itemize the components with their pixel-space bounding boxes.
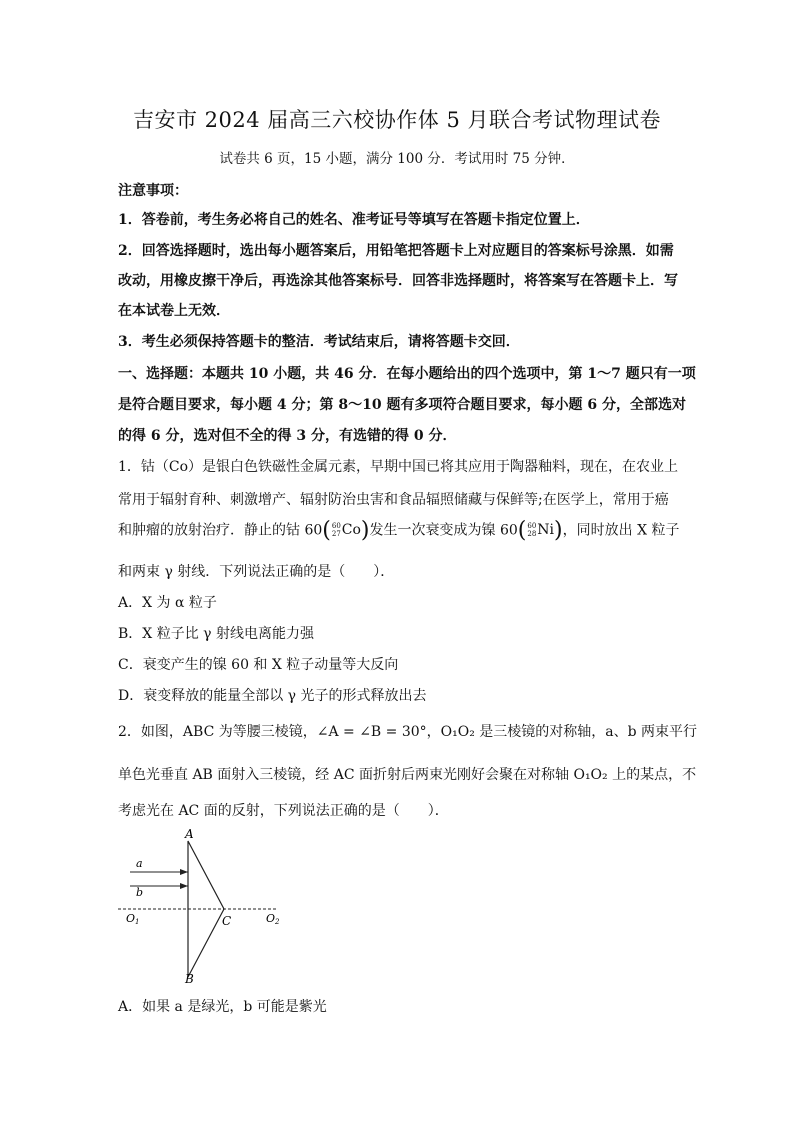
section-1-intro: 一、选择题：本题共 10 小题，共 46 分．在每小题给出的四个选项中，第 1～7 题只有一项 [118, 366, 696, 382]
notice-item-1: 1．答卷前，考生务必将自己的姓名、准考证号等填写在答题卡指定位置上． [118, 212, 590, 228]
ni-mass-number: 60 [527, 522, 537, 530]
q1-stem-line-3 [118, 518, 688, 543]
label-a: a [136, 857, 143, 870]
q1-option-d: D．衰变释放的能量全部以 γ 光子的形式释放出去 [118, 688, 427, 704]
q2-stem-line-3: 考虑光在 AC 面的反射，下列说法正确的是（ ）． [118, 803, 449, 819]
q1-option-c: C．衰变产生的镍 60 和 X 粒子动量等大反向 [118, 657, 399, 673]
q1-option-a: A．X 为 α 粒子 [118, 595, 217, 611]
prism-diagram [118, 826, 288, 986]
section-1-intro-3: 的得 6 分，选对但不全的得 3 分，有选错的得 0 分． [118, 428, 457, 444]
q2-option-a: A．如果 a 是绿光，b 可能是紫光 [118, 999, 327, 1015]
exam-subtitle: 试卷共 6 页，15 小题，满分 100 分．考试用时 75 分钟． [219, 151, 575, 167]
label-O1: O1 [126, 912, 140, 926]
label-O2: O2 [266, 912, 280, 926]
label-C: C [222, 914, 232, 928]
q1-stem-text-a: 和肿瘤的放射治疗．静止的钴 60 [118, 522, 323, 539]
label-A: A [185, 827, 194, 841]
notice-item-2-end: 在本试卷上无效． [118, 303, 230, 319]
q1-stem-text-c: ，同时放出 X 粒子 [562, 522, 680, 539]
q1-option-b: B．X 粒子比 γ 射线电离能力强 [118, 626, 314, 642]
co-atomic-number: 27 [331, 530, 341, 538]
ni-atomic-number: 28 [527, 530, 537, 538]
ray-b-arrow [180, 883, 188, 889]
nickel-nuclide: ( 60 28 Ni) [517, 518, 563, 543]
ray-a-arrow [180, 869, 188, 875]
q1-stem-line-4: 和两束 γ 射线．下列说法正确的是（ ）． [118, 564, 395, 580]
label-b: b [136, 886, 144, 899]
notice-item-2: 2．回答选择题时，选出每小题答案后，用铅笔把答题卡上对应题目的答案标号涂黑．如需 [118, 243, 674, 259]
q2-stem-line-2: 单色光垂直 AB 面射入三棱镜，经 AC 面折射后两束光刚好会聚在对称轴 O₁O₂ 上的某点，不 [118, 767, 697, 783]
q1-stem-line-1: 1．钴（Co）是银白色铁磁性金属元素，早期中国已将其应用于陶器釉料，现在，在农业上 [118, 459, 679, 475]
notice-item-3: 3．考生必须保持答题卡的整洁．考试结束后，请将答题卡交回． [118, 334, 520, 350]
cobalt-nuclide: ( 60 27 Co) [322, 518, 370, 543]
label-B: B [185, 972, 194, 986]
q1-stem-text-b: 发生一次衰变成为镍 60 [369, 522, 518, 539]
co-mass-number: 60 [331, 522, 341, 530]
ni-symbol: Ni [537, 522, 555, 538]
section-1-intro-2: 是符合题目要求，每小题 4 分；第 8～10 题有多项符合题目要求，每小题 6 分，全部选对 [118, 397, 686, 413]
co-symbol: Co [341, 522, 361, 538]
notice-heading: 注意事项： [118, 183, 188, 199]
exam-title: 吉安市 2024 届高三六校协作体 5 月联合考试物理试卷 [132, 108, 661, 132]
notice-item-2-cont: 改动，用橡皮擦干净后，再选涂其他答案标号．回答非选择题时，将答案写在答题卡上．写 [118, 273, 678, 289]
q2-stem-line-1: 2．如图，ABC 为等腰三棱镜，∠A = ∠B = 30°，O₁O₂ 是三棱镜的对称轴，a、b 两束平行 [118, 724, 698, 740]
q1-stem-line-2: 常用于辐射育种、刺激增产、辐射防治虫害和食品辐照储藏与保鲜等;在医学上，常用于癌 [118, 492, 669, 508]
